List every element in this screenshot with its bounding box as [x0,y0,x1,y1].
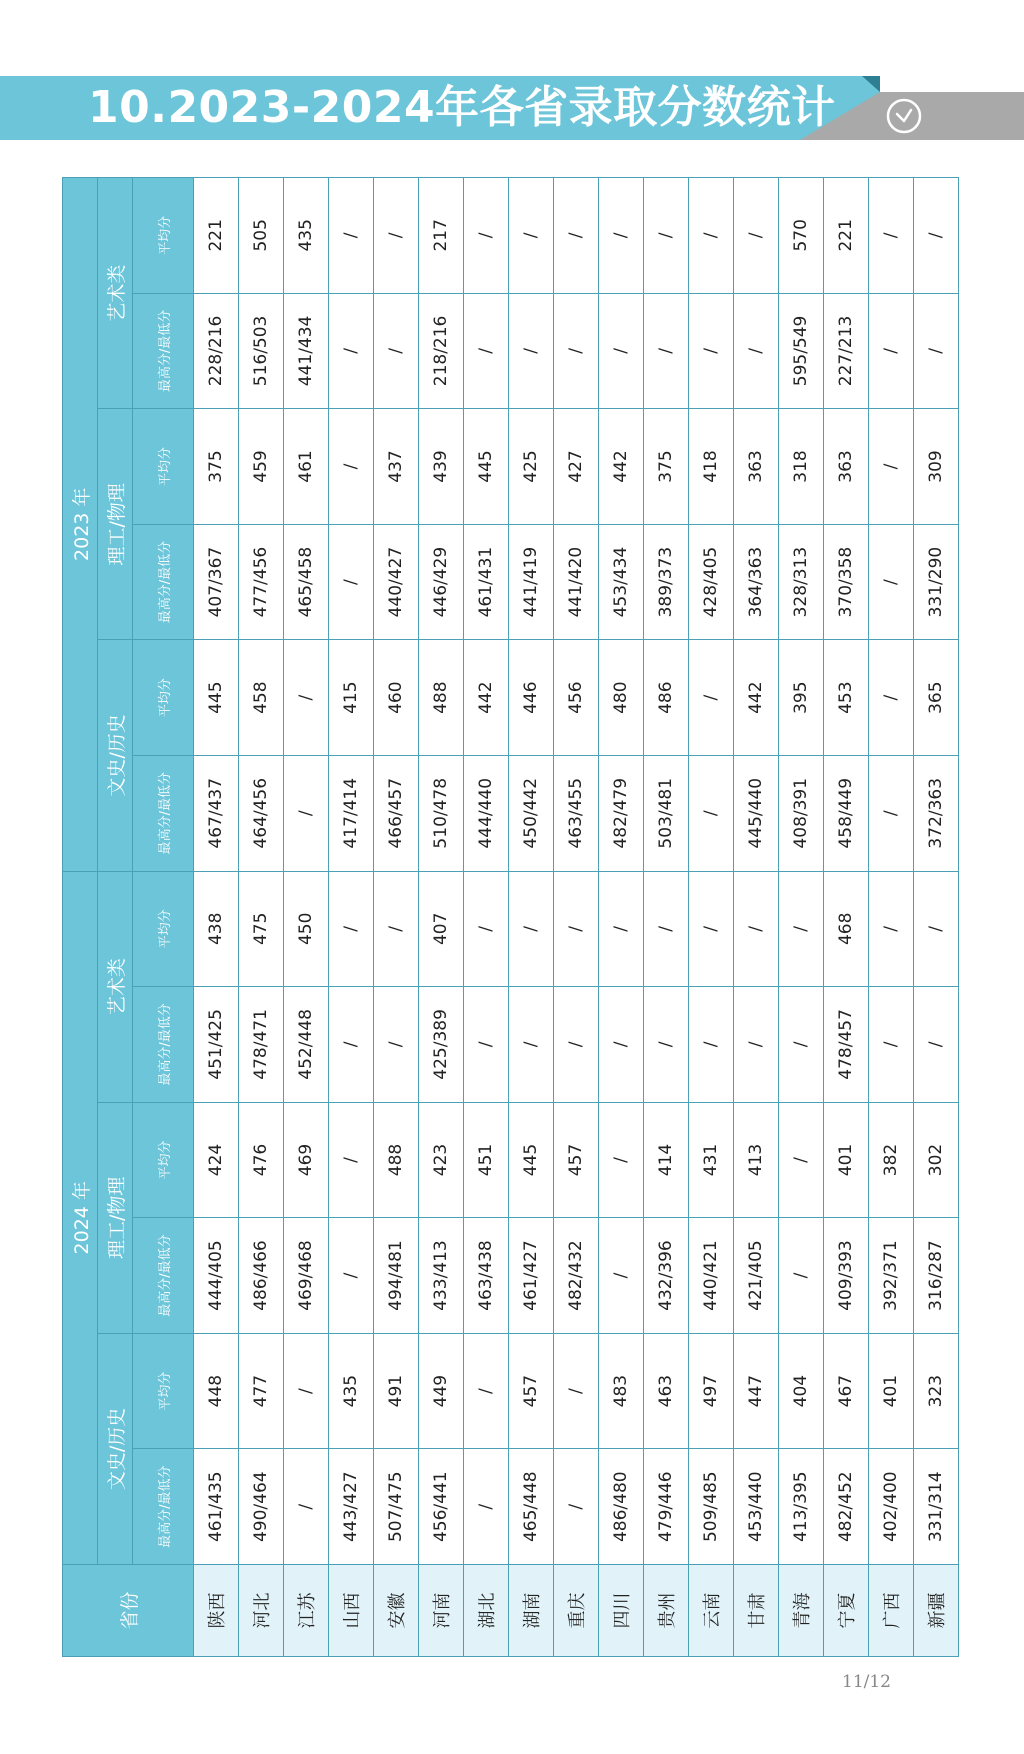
score-range-cell: 440/427 [374,524,419,640]
score-range-cell: 465/448 [509,1449,554,1565]
score-range-cell: 516/503 [239,293,284,409]
score-average-cell: / [734,871,779,987]
score-average-cell: / [869,640,914,756]
score-average-cell: 456 [554,640,599,756]
score-average-cell: / [779,871,824,987]
score-range-cell: 440/421 [689,1218,734,1334]
score-average-cell: 401 [869,1333,914,1449]
score-range-cell: / [644,293,689,409]
header-average: 平均分 [133,640,194,756]
score-average-cell: 475 [239,871,284,987]
table-row [644,178,689,1657]
score-average-cell: 435 [284,178,329,294]
score-range-cell: 461/435 [194,1449,239,1565]
score-range-cell: 425/389 [419,987,464,1103]
score-range-cell: 456/441 [419,1449,464,1565]
score-average-cell: 375 [644,409,689,525]
province-cell: 青海 [779,1565,824,1657]
score-range-cell: 466/457 [374,755,419,871]
province-cell: 河北 [239,1565,284,1657]
score-average-cell: 435 [329,1333,374,1449]
score-average-cell: 467 [824,1333,869,1449]
score-range-cell: / [554,1449,599,1565]
score-average-cell: 570 [779,178,824,294]
score-range-cell: / [554,987,599,1103]
score-average-cell: / [554,1333,599,1449]
score-range-cell: 331/290 [914,524,959,640]
score-range-cell: 389/373 [644,524,689,640]
score-range-cell: / [779,1218,824,1334]
table-row [824,178,869,1657]
header-category: 文史/历史 [98,640,133,871]
score-range-cell: 486/466 [239,1218,284,1334]
score-range-cell: / [509,293,554,409]
score-average-cell: / [329,871,374,987]
score-average-cell: / [554,871,599,987]
score-range-cell: / [599,1218,644,1334]
score-average-cell: 463 [644,1333,689,1449]
score-average-cell: / [779,1102,824,1218]
score-range-cell: 428/405 [689,524,734,640]
score-range-cell: 408/391 [779,755,824,871]
score-range-cell: / [284,755,329,871]
score-range-cell: 316/287 [914,1218,959,1334]
score-average-cell: / [689,640,734,756]
score-range-cell: 486/480 [599,1449,644,1565]
score-average-cell: 459 [239,409,284,525]
score-average-cell: 480 [599,640,644,756]
table-row [914,178,959,1657]
page-number: 11/12 [842,1672,891,1692]
header-max-min: 最高分/最低分 [133,1449,194,1565]
rotated-score-table [62,177,952,1657]
score-average-cell: 423 [419,1102,464,1218]
province-cell: 湖南 [509,1565,554,1657]
score-range-cell: 469/468 [284,1218,329,1334]
score-average-cell: 424 [194,1102,239,1218]
score-range-cell: / [329,293,374,409]
score-range-cell: / [374,293,419,409]
score-range-cell: / [464,293,509,409]
header-max-min: 最高分/最低分 [133,524,194,640]
score-average-cell: 458 [239,640,284,756]
score-range-cell: 482/479 [599,755,644,871]
score-average-cell: 221 [824,178,869,294]
header-max-min: 最高分/最低分 [133,755,194,871]
score-range-cell: 461/431 [464,524,509,640]
score-range-cell: 370/358 [824,524,869,640]
score-average-cell: 486 [644,640,689,756]
header-average: 平均分 [133,178,194,294]
title-banner [0,76,1024,140]
score-average-cell: / [509,178,554,294]
table-row [464,178,509,1657]
table-row [419,178,464,1657]
score-average-cell: 439 [419,409,464,525]
province-cell: 宁夏 [824,1565,869,1657]
score-range-cell: / [869,524,914,640]
header-average: 平均分 [133,1333,194,1449]
score-range-cell: 467/437 [194,755,239,871]
page-title: 10.2023-2024年各省录取分数统计 [88,82,836,133]
score-range-cell: / [869,293,914,409]
score-average-cell: 447 [734,1333,779,1449]
score-range-cell: 482/452 [824,1449,869,1565]
score-average-cell: 497 [689,1333,734,1449]
score-average-cell: / [374,178,419,294]
score-range-cell: / [599,293,644,409]
score-average-cell: / [914,178,959,294]
province-cell: 广西 [869,1565,914,1657]
score-range-cell: 478/457 [824,987,869,1103]
score-range-cell: 510/478 [419,755,464,871]
header-category: 理工/物理 [98,409,133,640]
score-range-cell: 444/440 [464,755,509,871]
score-range-cell: / [464,987,509,1103]
score-range-cell: / [689,987,734,1103]
score-average-cell: 318 [779,409,824,525]
score-range-cell: 413/395 [779,1449,824,1565]
header-year-2023: 2023 年 [63,178,98,872]
header-max-min: 最高分/最低分 [133,293,194,409]
header-average: 平均分 [133,871,194,987]
score-range-cell: 421/405 [734,1218,779,1334]
score-average-cell: 414 [644,1102,689,1218]
score-average-cell: 413 [734,1102,779,1218]
chevron-down-circle-icon[interactable] [885,97,923,135]
score-average-cell: 446 [509,640,554,756]
score-average-cell: 323 [914,1333,959,1449]
score-range-cell: 402/400 [869,1449,914,1565]
score-average-cell: 363 [824,409,869,525]
province-cell: 湖北 [464,1565,509,1657]
score-average-cell: 448 [194,1333,239,1449]
score-average-cell: 437 [374,409,419,525]
score-average-cell: 302 [914,1102,959,1218]
score-range-cell: 441/419 [509,524,554,640]
score-range-cell: 441/434 [284,293,329,409]
score-average-cell: 221 [194,178,239,294]
province-cell: 陕西 [194,1565,239,1657]
score-range-cell: 417/414 [329,755,374,871]
score-range-cell: 490/464 [239,1449,284,1565]
province-cell: 四川 [599,1565,644,1657]
score-average-cell: / [599,871,644,987]
score-average-cell: / [599,1102,644,1218]
score-range-cell: 464/456 [239,755,284,871]
score-range-cell: 453/440 [734,1449,779,1565]
province-cell: 甘肃 [734,1565,779,1657]
score-range-cell: / [914,293,959,409]
score-average-cell: 451 [464,1102,509,1218]
score-average-cell: / [329,1102,374,1218]
score-average-cell: / [869,178,914,294]
table-row [734,178,779,1657]
score-average-cell: 309 [914,409,959,525]
score-average-cell: 375 [194,409,239,525]
score-average-cell: 445 [509,1102,554,1218]
header-average: 平均分 [133,1102,194,1218]
score-range-cell: 479/446 [644,1449,689,1565]
score-average-cell: 505 [239,178,284,294]
table-row [284,178,329,1657]
score-range-cell: 451/425 [194,987,239,1103]
score-average-cell: 445 [194,640,239,756]
score-range-cell: 445/440 [734,755,779,871]
score-range-cell: 372/363 [914,755,959,871]
score-range-cell: / [554,293,599,409]
score-range-cell: 409/393 [824,1218,869,1334]
score-average-cell: / [464,1333,509,1449]
score-average-cell: 427 [554,409,599,525]
score-range-cell: / [599,987,644,1103]
score-range-cell: / [464,1449,509,1565]
score-average-cell: / [914,871,959,987]
table-row [599,178,644,1657]
score-average-cell: 438 [194,871,239,987]
score-average-cell: 457 [509,1333,554,1449]
header-max-min: 最高分/最低分 [133,1218,194,1334]
score-range-cell: 450/442 [509,755,554,871]
score-average-cell: 363 [734,409,779,525]
score-range-cell: / [734,987,779,1103]
score-range-cell: / [644,987,689,1103]
score-range-cell: / [284,1449,329,1565]
score-average-cell: 460 [374,640,419,756]
header-category: 理工/物理 [98,1102,133,1333]
score-table [62,177,959,1657]
score-range-cell: 432/396 [644,1218,689,1334]
score-average-cell: 418 [689,409,734,525]
header-category: 文史/历史 [98,1333,133,1564]
score-range-cell: 465/458 [284,524,329,640]
score-range-cell: 228/216 [194,293,239,409]
score-range-cell: 433/413 [419,1218,464,1334]
province-cell: 贵州 [644,1565,689,1657]
score-range-cell: 328/313 [779,524,824,640]
province-cell: 江苏 [284,1565,329,1657]
score-average-cell: / [869,409,914,525]
score-range-cell: / [509,987,554,1103]
score-average-cell: / [599,178,644,294]
score-average-cell: 395 [779,640,824,756]
score-range-cell: 482/432 [554,1218,599,1334]
province-cell: 云南 [689,1565,734,1657]
table-row [554,178,599,1657]
header-average: 平均分 [133,409,194,525]
score-average-cell: 488 [374,1102,419,1218]
score-average-cell: / [329,409,374,525]
score-average-cell: 442 [734,640,779,756]
score-range-cell: 477/456 [239,524,284,640]
score-range-cell: 441/420 [554,524,599,640]
score-average-cell: 453 [824,640,869,756]
province-cell: 安徽 [374,1565,419,1657]
score-average-cell: / [464,178,509,294]
score-average-cell: / [554,178,599,294]
province-cell: 重庆 [554,1565,599,1657]
score-average-cell: / [284,640,329,756]
score-range-cell: / [689,293,734,409]
score-range-cell: 453/434 [599,524,644,640]
score-average-cell: 457 [554,1102,599,1218]
score-average-cell: / [284,1333,329,1449]
score-average-cell: 445 [464,409,509,525]
header-year-2024: 2024 年 [63,871,98,1564]
score-average-cell: 483 [599,1333,644,1449]
score-average-cell: 488 [419,640,464,756]
score-average-cell: / [689,178,734,294]
score-range-cell: 407/367 [194,524,239,640]
header-category: 艺术类 [98,871,133,1102]
table-row [779,178,824,1657]
score-average-cell: / [464,871,509,987]
score-average-cell: 425 [509,409,554,525]
score-range-cell: / [329,524,374,640]
score-average-cell: / [644,178,689,294]
score-average-cell: 382 [869,1102,914,1218]
table-row [689,178,734,1657]
table-row [509,178,554,1657]
table-row [239,178,284,1657]
score-average-cell: 407 [419,871,464,987]
score-average-cell: 468 [824,871,869,987]
table-row [374,178,419,1657]
score-average-cell: 461 [284,409,329,525]
table-row [329,178,374,1657]
score-range-cell: 392/371 [869,1218,914,1334]
score-average-cell: / [869,871,914,987]
score-range-cell: 463/438 [464,1218,509,1334]
score-range-cell: 461/427 [509,1218,554,1334]
table-row [869,178,914,1657]
province-cell: 山西 [329,1565,374,1657]
score-range-cell: / [689,755,734,871]
score-range-cell: / [869,987,914,1103]
score-range-cell: 452/448 [284,987,329,1103]
score-range-cell: 507/475 [374,1449,419,1565]
score-average-cell: / [374,871,419,987]
score-average-cell: 491 [374,1333,419,1449]
score-average-cell: 477 [239,1333,284,1449]
header-category: 艺术类 [98,178,133,409]
score-range-cell: / [734,293,779,409]
score-average-cell: / [734,178,779,294]
score-range-cell: 595/549 [779,293,824,409]
score-range-cell: / [374,987,419,1103]
score-average-cell: 431 [689,1102,734,1218]
score-average-cell: 442 [464,640,509,756]
score-range-cell: 444/405 [194,1218,239,1334]
score-average-cell: / [689,871,734,987]
score-average-cell: / [329,178,374,294]
header-max-min: 最高分/最低分 [133,987,194,1103]
province-cell: 河南 [419,1565,464,1657]
score-average-cell: 442 [599,409,644,525]
score-average-cell: 217 [419,178,464,294]
score-range-cell: 443/427 [329,1449,374,1565]
score-average-cell: / [644,871,689,987]
score-range-cell: 446/429 [419,524,464,640]
score-range-cell: 364/363 [734,524,779,640]
score-average-cell: 404 [779,1333,824,1449]
score-average-cell: 476 [239,1102,284,1218]
score-range-cell: / [914,987,959,1103]
score-range-cell: 478/471 [239,987,284,1103]
score-average-cell: 415 [329,640,374,756]
score-range-cell: / [329,1218,374,1334]
score-range-cell: 463/455 [554,755,599,871]
score-average-cell: / [509,871,554,987]
score-range-cell: 494/481 [374,1218,419,1334]
score-average-cell: 469 [284,1102,329,1218]
score-range-cell: 227/213 [824,293,869,409]
score-range-cell: 218/216 [419,293,464,409]
score-average-cell: 450 [284,871,329,987]
score-range-cell: 509/485 [689,1449,734,1565]
score-range-cell: 331/314 [914,1449,959,1565]
score-range-cell: / [779,987,824,1103]
score-range-cell: 458/449 [824,755,869,871]
province-cell: 新疆 [914,1565,959,1657]
score-range-cell: / [869,755,914,871]
score-range-cell: 503/481 [644,755,689,871]
score-average-cell: 365 [914,640,959,756]
score-average-cell: 449 [419,1333,464,1449]
score-range-cell: / [329,987,374,1103]
table-row [194,178,239,1657]
score-average-cell: 401 [824,1102,869,1218]
header-province: 省份 [63,1565,194,1657]
